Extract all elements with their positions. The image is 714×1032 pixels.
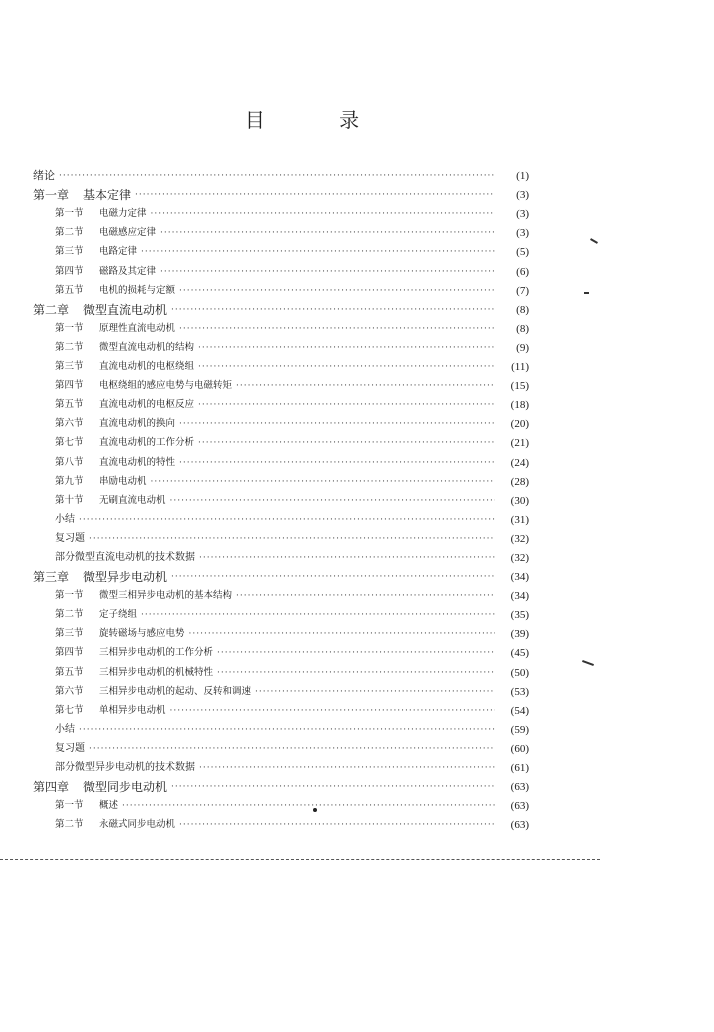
scan-speck <box>313 808 317 812</box>
entry-title: 绪论 <box>33 169 55 183</box>
entry-title: 概述 <box>99 800 119 812</box>
table-of-contents <box>33 164 529 832</box>
entry-title: 复习题 <box>55 742 85 754</box>
toc-entry-sub <box>33 508 529 527</box>
page-number: (30) <box>510 494 529 507</box>
page-number: (5) <box>516 246 529 259</box>
entry-title: 电枢绕组的感应电势与电磁转矩 <box>99 380 233 392</box>
page-number: (8) <box>516 303 529 316</box>
section-number: 第十节 <box>55 494 84 506</box>
section-number: 第三节 <box>55 246 84 258</box>
toc-entry-chapter <box>33 775 529 794</box>
section-number: 第四节 <box>55 380 84 392</box>
dot-leader <box>171 780 495 794</box>
page-number: (3) <box>516 189 529 202</box>
entry-title: 三相异步电动机的起动、反转和调速 <box>99 685 252 697</box>
toc-entry-section <box>33 221 529 240</box>
page-number: (60) <box>510 742 529 755</box>
entry-title: 电路定律 <box>99 246 138 258</box>
toc-entry-section <box>33 240 529 259</box>
section-number: 第九节 <box>55 475 84 487</box>
page-number: (54) <box>510 704 529 717</box>
chapter-number: 第二章 <box>33 302 70 317</box>
toc-entry-sub <box>33 718 529 737</box>
section-number: 第二节 <box>55 341 84 353</box>
margin-mark <box>590 238 598 244</box>
toc-entry-section <box>33 680 529 699</box>
dot-leader <box>151 475 495 489</box>
entry-title: 微型同步电动机 <box>83 780 168 795</box>
entry-title: 磁路及其定律 <box>99 265 157 277</box>
page-number: (63) <box>510 800 529 813</box>
entry-title: 无刷直流电动机 <box>99 494 166 506</box>
entry-title: 直流电动机的电枢绕组 <box>99 361 195 373</box>
entry-title: 直流电动机的电枢反应 <box>99 399 195 411</box>
page-number: (3) <box>516 208 529 221</box>
chapter-number: 第一章 <box>33 188 70 203</box>
chapter-number: 第三章 <box>33 570 70 585</box>
toc-entry-chapter <box>33 298 529 317</box>
page-number: (6) <box>516 265 529 278</box>
entry-title: 微型异步电动机 <box>83 570 168 585</box>
entry-title: 原理性直流电动机 <box>99 322 176 334</box>
section-number: 第六节 <box>55 685 84 697</box>
dot-leader <box>198 436 495 450</box>
dot-leader <box>171 570 495 584</box>
toc-entry-section <box>33 355 529 374</box>
entry-title: 微型直流电动机的结构 <box>99 341 195 353</box>
toc-entry-section <box>33 470 529 489</box>
page-number: (34) <box>510 590 529 603</box>
page-number: (35) <box>510 609 529 622</box>
page-number: (39) <box>510 628 529 641</box>
dot-leader <box>236 589 495 603</box>
dot-leader <box>141 245 495 259</box>
page-number: (34) <box>510 571 529 584</box>
page-number: (7) <box>516 284 529 297</box>
page-number: (21) <box>510 437 529 450</box>
page-number: (24) <box>510 456 529 469</box>
section-number: 第五节 <box>55 399 84 411</box>
dot-leader <box>236 379 495 393</box>
section-number: 第五节 <box>55 666 84 678</box>
dot-leader <box>179 322 495 336</box>
dot-leader <box>171 303 495 317</box>
page-number: (31) <box>510 513 529 526</box>
entry-title: 微型三相异步电动机的基本结构 <box>99 590 233 602</box>
dot-leader <box>179 456 495 470</box>
dot-leader <box>79 513 495 527</box>
toc-entry-section <box>33 279 529 298</box>
section-number: 第一节 <box>55 322 84 334</box>
dot-leader <box>59 169 495 183</box>
dot-leader <box>122 799 495 813</box>
toc-entry-chapter <box>33 565 529 584</box>
toc-entry-section <box>33 603 529 622</box>
page-number: (32) <box>510 551 529 564</box>
dot-leader <box>179 417 495 431</box>
entry-title: 复习题 <box>55 532 85 544</box>
dot-leader <box>179 284 495 298</box>
toc-entry-section <box>33 393 529 412</box>
entry-title: 永磁式同步电动机 <box>99 819 176 831</box>
toc-entry-section <box>33 336 529 355</box>
dot-leader <box>135 188 495 202</box>
entry-title: 直流电动机的工作分析 <box>99 437 195 449</box>
page-number: (50) <box>510 666 529 679</box>
chapter-number: 第四章 <box>33 780 70 795</box>
dot-leader <box>141 608 495 622</box>
toc-entry-section <box>33 259 529 278</box>
bottom-divider <box>0 859 600 860</box>
dot-leader <box>89 532 495 546</box>
entry-title: 三相异步电动机的工作分析 <box>99 647 214 659</box>
toc-entry-sub <box>33 527 529 546</box>
section-number: 第三节 <box>55 361 84 373</box>
page-number: (61) <box>510 762 529 774</box>
entry-title: 基本定律 <box>83 188 132 203</box>
entry-title: 电机的损耗与定额 <box>99 284 176 296</box>
section-number: 第五节 <box>55 284 84 296</box>
toc-entry-section <box>33 794 529 813</box>
toc-entry-section <box>33 699 529 718</box>
entry-title: 三相异步电动机的机械特性 <box>99 666 214 678</box>
entry-title: 串励电动机 <box>99 475 147 487</box>
page-number: (9) <box>516 341 529 354</box>
section-number: 第八节 <box>55 456 84 468</box>
dot-leader <box>89 742 495 756</box>
section-number: 第二节 <box>55 819 84 831</box>
page-number: (53) <box>510 685 529 698</box>
page-number: (63) <box>510 781 529 794</box>
toc-entry-section <box>33 412 529 431</box>
dot-leader <box>198 341 495 355</box>
toc-entry-intro <box>33 164 529 183</box>
toc-entry-section <box>33 813 529 832</box>
page-number: (63) <box>510 819 529 832</box>
page-number: (18) <box>510 399 529 412</box>
dot-leader <box>189 627 495 641</box>
section-number: 第一节 <box>55 208 84 220</box>
dot-leader <box>160 265 495 279</box>
margin-mark <box>582 660 594 666</box>
section-number: 第三节 <box>55 628 84 640</box>
page-number: (32) <box>510 532 529 545</box>
section-number: 第四节 <box>55 647 84 659</box>
dot-leader <box>151 207 495 221</box>
toc-entry-section <box>33 584 529 603</box>
toc-entry-section <box>33 431 529 450</box>
section-number: 第六节 <box>55 418 84 430</box>
section-number: 第七节 <box>55 437 84 449</box>
section-number: 第七节 <box>55 704 84 716</box>
entry-title: 小结 <box>55 513 75 525</box>
page-number: (8) <box>516 322 529 335</box>
section-number: 第四节 <box>55 265 84 277</box>
toc-entry-sub <box>33 756 529 775</box>
toc-entry-section <box>33 622 529 641</box>
section-number: 第二节 <box>55 227 84 239</box>
entry-title: 直流电动机的特性 <box>99 456 176 468</box>
page-number: (3) <box>516 227 529 240</box>
page-number: (45) <box>510 647 529 660</box>
entry-title: 单相异步电动机 <box>99 704 166 716</box>
page-number: (20) <box>510 418 529 431</box>
entry-title: 定子绕组 <box>99 609 138 621</box>
page-number: (28) <box>510 475 529 488</box>
toc-entry-section <box>33 660 529 679</box>
toc-entry-section <box>33 641 529 660</box>
page-number: (1) <box>516 170 529 183</box>
entry-title: 直流电动机的换向 <box>99 418 176 430</box>
toc-entry-chapter <box>33 183 529 202</box>
entry-title: 电磁感应定律 <box>99 227 157 239</box>
page-number: (15) <box>510 380 529 393</box>
page-title: 目 录 <box>244 108 394 132</box>
dot-leader <box>255 685 495 699</box>
dot-leader <box>198 398 495 412</box>
section-number: 第二节 <box>55 609 84 621</box>
entry-title: 电磁力定律 <box>99 208 147 220</box>
toc-entry-sub <box>33 546 529 565</box>
entry-title: 微型直流电动机 <box>83 302 168 317</box>
entry-title: 部分微型异步电动机的技术数据 <box>55 762 195 773</box>
dot-leader <box>217 666 495 680</box>
dot-leader <box>217 646 495 660</box>
dot-leader <box>170 494 495 508</box>
toc-entry-section <box>33 317 529 336</box>
dot-leader <box>79 723 495 737</box>
section-number: 第一节 <box>55 800 84 812</box>
entry-title: 部分微型直流电动机的技术数据 <box>55 551 195 563</box>
entry-title: 小结 <box>55 723 75 735</box>
page-number: (59) <box>510 723 529 736</box>
dot-leader <box>179 818 495 832</box>
dot-leader <box>198 360 495 374</box>
toc-entry-section <box>33 489 529 508</box>
toc-entry-section <box>33 374 529 393</box>
dot-leader <box>160 226 495 240</box>
toc-entry-sub <box>33 737 529 756</box>
margin-mark <box>584 292 589 294</box>
dot-leader <box>170 704 495 718</box>
page-number: (11) <box>511 361 529 374</box>
section-number: 第一节 <box>55 590 84 602</box>
toc-entry-section <box>33 450 529 469</box>
dot-leader <box>199 551 495 565</box>
entry-title: 旋转磁场与感应电势 <box>99 628 185 640</box>
toc-entry-section <box>33 202 529 221</box>
dot-leader <box>199 761 495 775</box>
